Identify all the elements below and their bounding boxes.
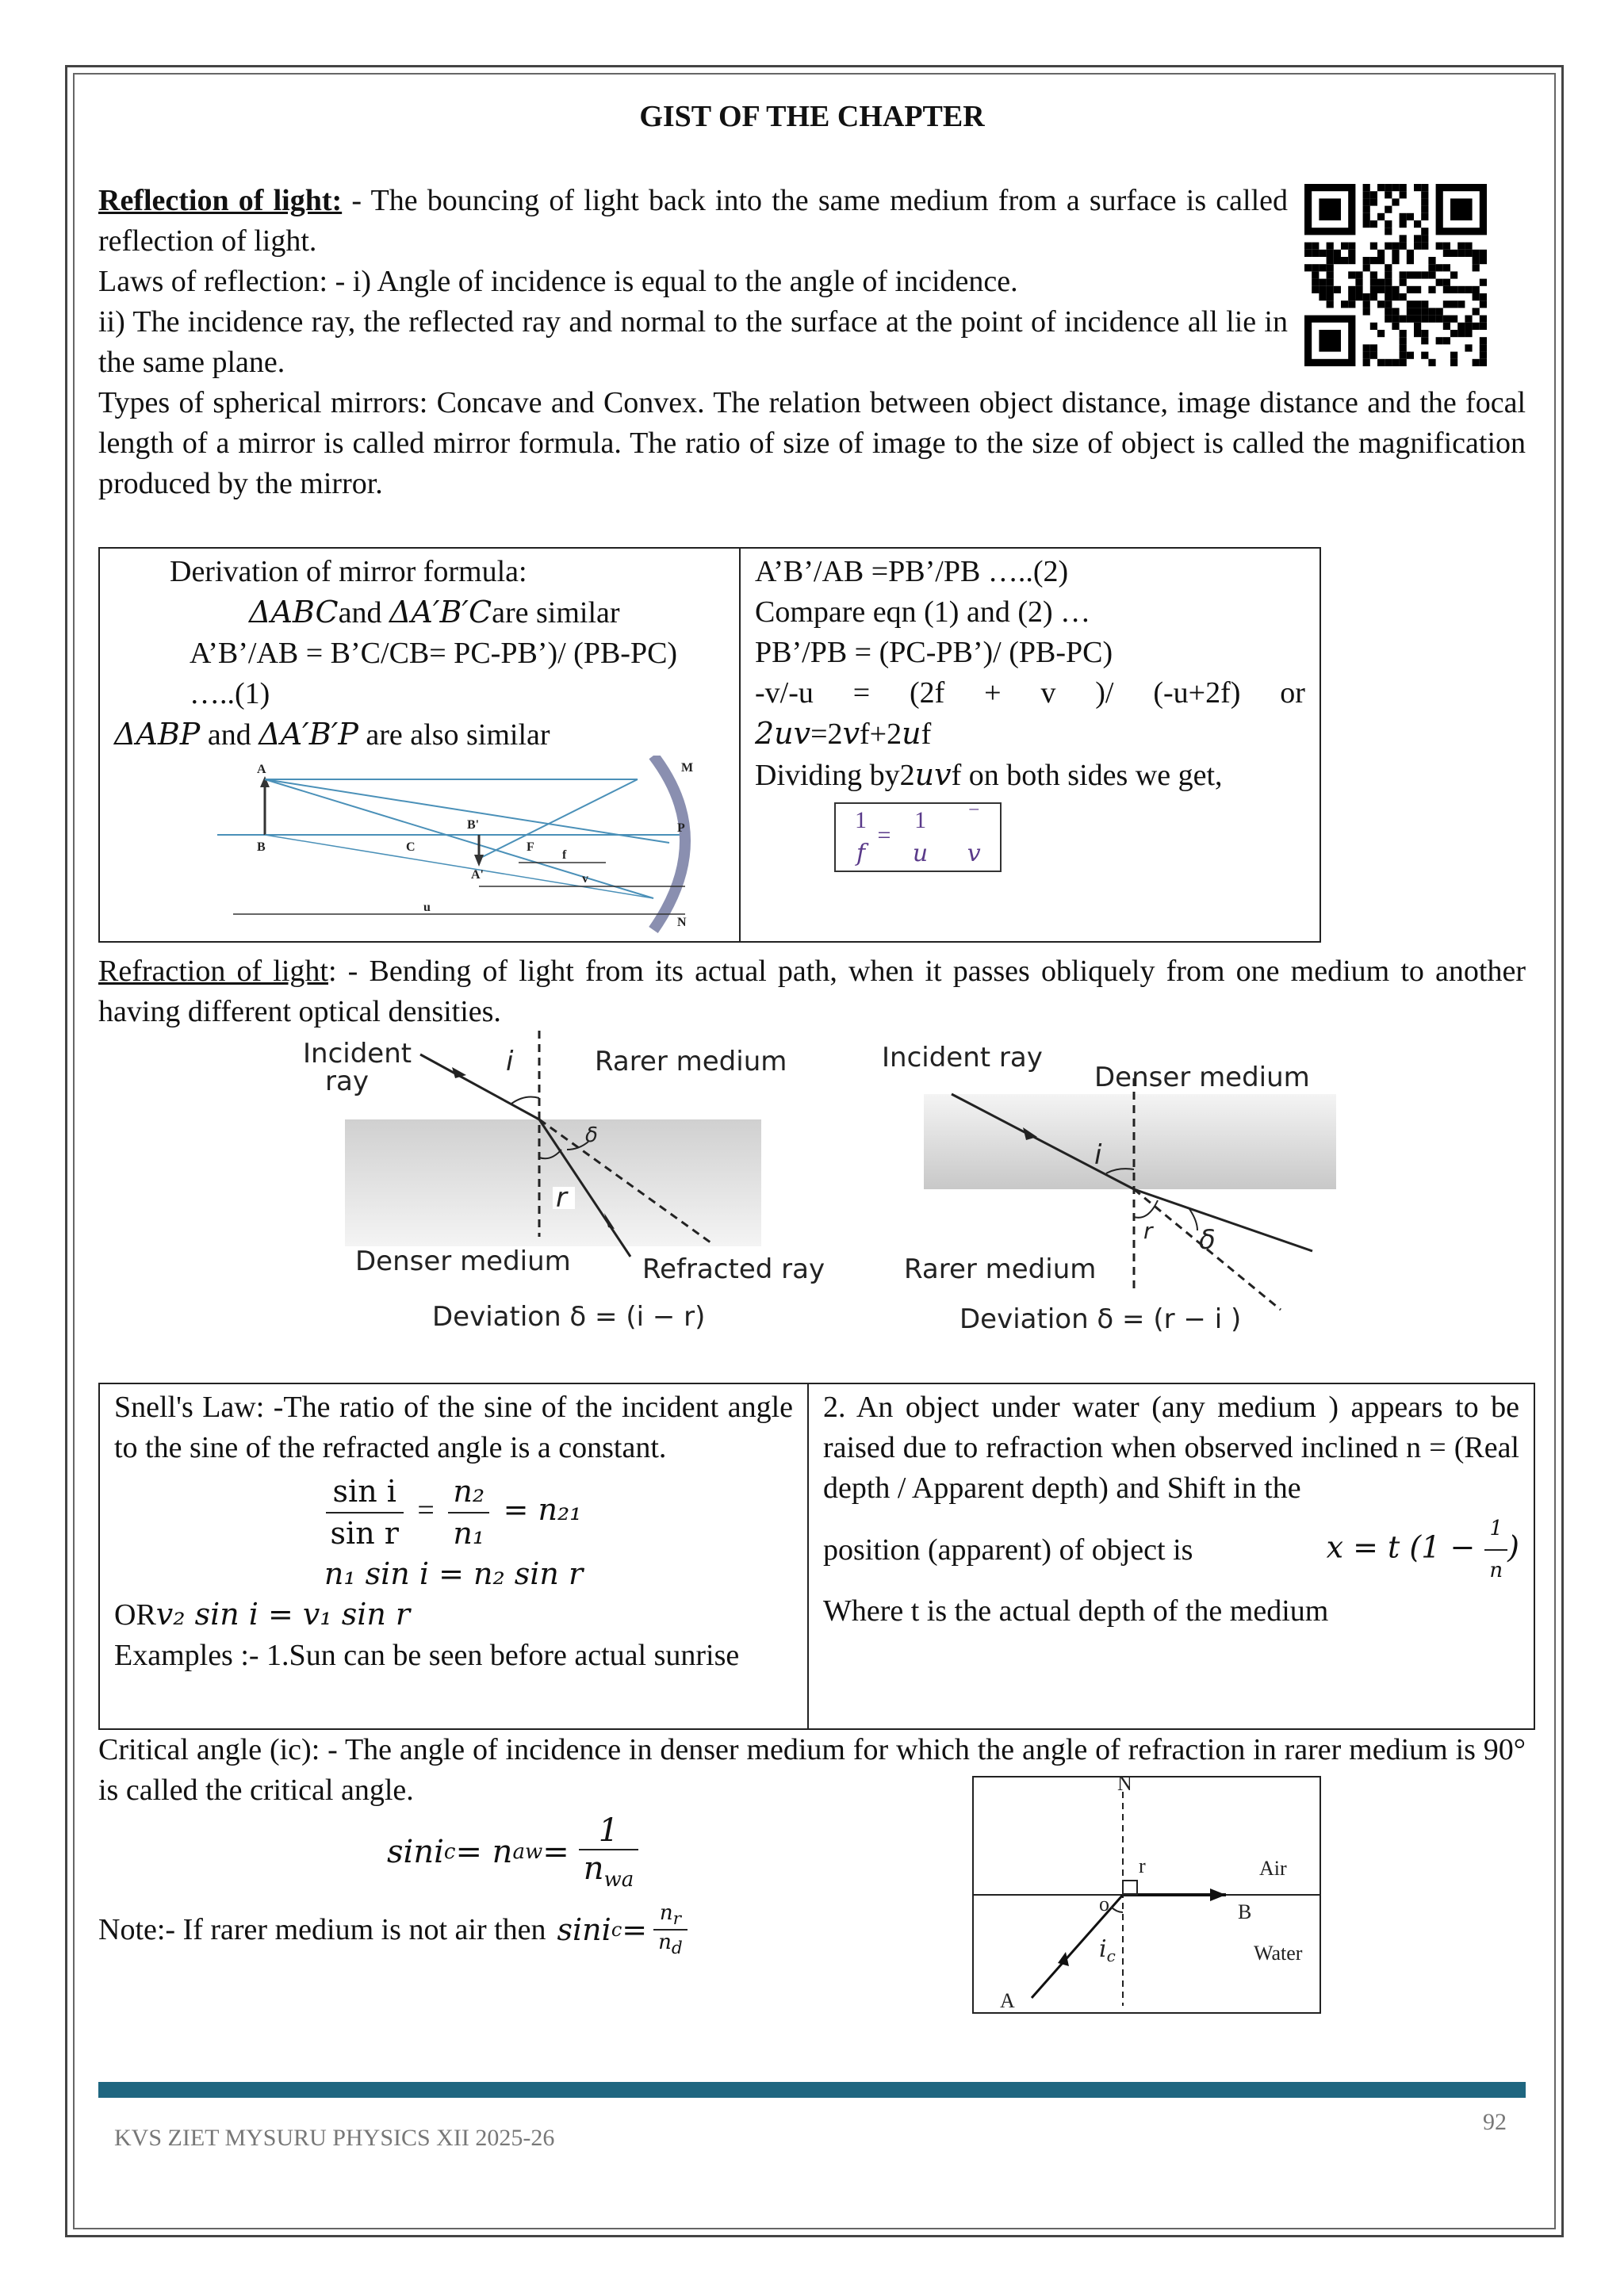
equation-3: PB’/PB = (PC-PB’)/ (PB-PC) — [755, 636, 1113, 669]
critical-angle-diagram — [972, 1776, 1321, 2014]
law-1: Laws of reflection: - i) Angle of incidence is equal to the angle of incidence. — [98, 265, 1018, 298]
svg-text:r: r — [556, 1182, 567, 1214]
svg-text:Rarer medium: Rarer medium — [595, 1046, 787, 1077]
reflection-text: - The bouncing of light back into the same medium from a surface is called reflection of light. — [98, 184, 1288, 258]
svg-text:Rarer medium: Rarer medium — [904, 1253, 1097, 1285]
snell-ratio-equation: $\frac{\text{sin i}}{\text{sin r}}$ = $\frac{\text{n₂}}{\text{n₁}}$ = n₂₁ — [114, 1471, 793, 1554]
refraction-denser-to-rarer-diagram — [880, 1031, 1356, 1348]
svg-text:i: i — [506, 1046, 514, 1077]
snell-velocity-equation: ORv₂ sin i = v₁ sin r — [114, 1597, 411, 1632]
refraction-definition — [98, 951, 1526, 1032]
critical-angle-formula: sini c = n aw = $\frac{1}{n_{wa}}$ — [387, 1812, 638, 1892]
svg-text:A: A — [257, 763, 266, 776]
svg-text:P: P — [677, 821, 685, 835]
svg-text:δ: δ — [585, 1123, 598, 1147]
shift-formula: position (apparent) of object is x = t (1 − $\frac{1}{n}$ ) — [823, 1509, 1519, 1591]
svg-text:B': B' — [467, 818, 480, 832]
similar-triangles-1: ΔABCand ΔA′B′Care similar — [249, 595, 620, 629]
snell-law-cell — [99, 1383, 808, 1729]
footer-text: KVS ZIET MYSURU PHYSICS XII 2025-26 — [114, 2125, 555, 2151]
svg-text:C: C — [406, 840, 416, 854]
qr-code — [1304, 184, 1487, 366]
derivation-left-cell — [99, 548, 740, 942]
svg-text:i: i — [1094, 1139, 1102, 1171]
svg-text:A: A — [1000, 1989, 1015, 2012]
mirror-types: Types of spherical mirrors: Concave and Convex. The relation between object distance, image distance and the focal length of a mirror is called mirror formula. The ratio of size of image to the size of object is called the magnification produced by the mirror. — [98, 386, 1526, 500]
svg-text:Denser medium: Denser medium — [355, 1246, 571, 1277]
snell-equation: n₁ sin i = n₂ sin r — [324, 1556, 584, 1591]
derivation-right-cell — [740, 548, 1320, 942]
svg-text:δ: δ — [1199, 1224, 1216, 1256]
equation-1: A’B’/AB = B’C/CB= PC-PB’)/ (PB-PC) — [190, 637, 678, 670]
svg-text:ic: $i_c$ — [1099, 1935, 1116, 1965]
page-number: 92 — [1483, 2109, 1507, 2135]
equation-1-number: …..(1) — [190, 677, 270, 710]
equation-4: -v/-u = (2f + v )/ (-u+2f) or — [755, 676, 1305, 710]
svg-text:A': A' — [471, 868, 484, 882]
reflection-definition — [98, 181, 1288, 262]
equation-2: A’B’/AB =PB’/PB …..(2) — [755, 555, 1069, 588]
svg-text:N: N — [1117, 1776, 1132, 1795]
equation-5: 2uv=2vf+2uf — [755, 716, 932, 751]
critical-angle-definition: Critical angle (ic): - The angle of incidence in denser medium for which the angle of refraction in rarer medium is 90° is called the critical angle. — [98, 1733, 1526, 1807]
similar-triangles-2: ΔABP and ΔA′B′P are also similar — [114, 717, 550, 752]
svg-text:r: r — [1143, 1218, 1153, 1244]
svg-text:f: f — [562, 848, 567, 862]
refraction-heading: Refraction of light — [98, 955, 328, 988]
svg-text:u: u — [423, 901, 431, 914]
snell-law-table — [98, 1383, 1535, 1730]
dividing-step: Dividing by2uvf on both sides we get, — [755, 757, 1223, 792]
svg-text:Incident ray: Incident ray — [882, 1042, 1043, 1073]
svg-text:Deviation δ = (i − r): Deviation δ = (i − r) — [432, 1301, 706, 1333]
apparent-depth-text: 2. An object under water (any medium ) appears to be raised due to refraction when observed inclined n = (Real depth / Apparent depth) and Shift in the — [823, 1391, 1519, 1505]
svg-text:N: N — [677, 916, 687, 929]
law-2: ii) The incidence ray, the reflected ray and normal to the surface at the point of incidence all lie in the same plane. — [98, 305, 1288, 379]
reflection-heading: Reflection of light: — [98, 184, 343, 217]
svg-text:v: v — [582, 872, 588, 886]
mirror-formula-box: 1 f = 1 u ‾ v — [834, 802, 1002, 872]
derivation-heading: Derivation of mirror formula: — [170, 555, 527, 588]
svg-text:o: o — [1099, 1892, 1109, 1915]
snell-examples: Examples :- 1.Sun can be seen before actual sunrise — [114, 1639, 740, 1672]
svg-text:Incident: Incident — [303, 1038, 412, 1070]
svg-text:ray: ray — [325, 1066, 369, 1097]
svg-text:Air: Air — [1259, 1857, 1287, 1880]
svg-text:r: r — [1139, 1854, 1146, 1877]
svg-text:B: B — [257, 840, 266, 854]
critical-angle-note: Note:- If rarer medium is not air then sini c = $\frac{n_r}{n_d}$ — [98, 1901, 688, 1958]
svg-text:F: F — [527, 840, 534, 854]
snell-law-text: Snell's Law: -The ratio of the sine of the incident angle to the sine of the refracted angle is a constant. — [114, 1391, 793, 1464]
svg-text:Denser medium: Denser medium — [1094, 1062, 1310, 1093]
svg-text:B: B — [1238, 1900, 1252, 1923]
page-title: GIST OF THE CHAPTER — [639, 100, 985, 133]
apparent-depth-cell — [808, 1383, 1534, 1729]
refraction-text: : - Bending of light from its actual path, when it passes obliquely from one medium to another having different optical densities. — [98, 955, 1526, 1028]
concave-mirror-diagram — [209, 756, 701, 938]
svg-text:Water: Water — [1254, 1942, 1303, 1965]
footer-bar — [98, 2082, 1526, 2098]
svg-text:Deviation δ = (r − i ): Deviation δ = (r − i ) — [959, 1303, 1242, 1335]
refraction-rarer-to-denser-diagram — [293, 1031, 864, 1348]
derivation-table — [98, 547, 1321, 943]
svg-text:M: M — [681, 761, 694, 775]
actual-depth-note: Where t is the actual depth of the medium — [823, 1594, 1329, 1628]
svg-text:Refracted ray: Refracted ray — [642, 1253, 825, 1285]
compare-equations: Compare eqn (1) and (2) … — [755, 595, 1091, 629]
